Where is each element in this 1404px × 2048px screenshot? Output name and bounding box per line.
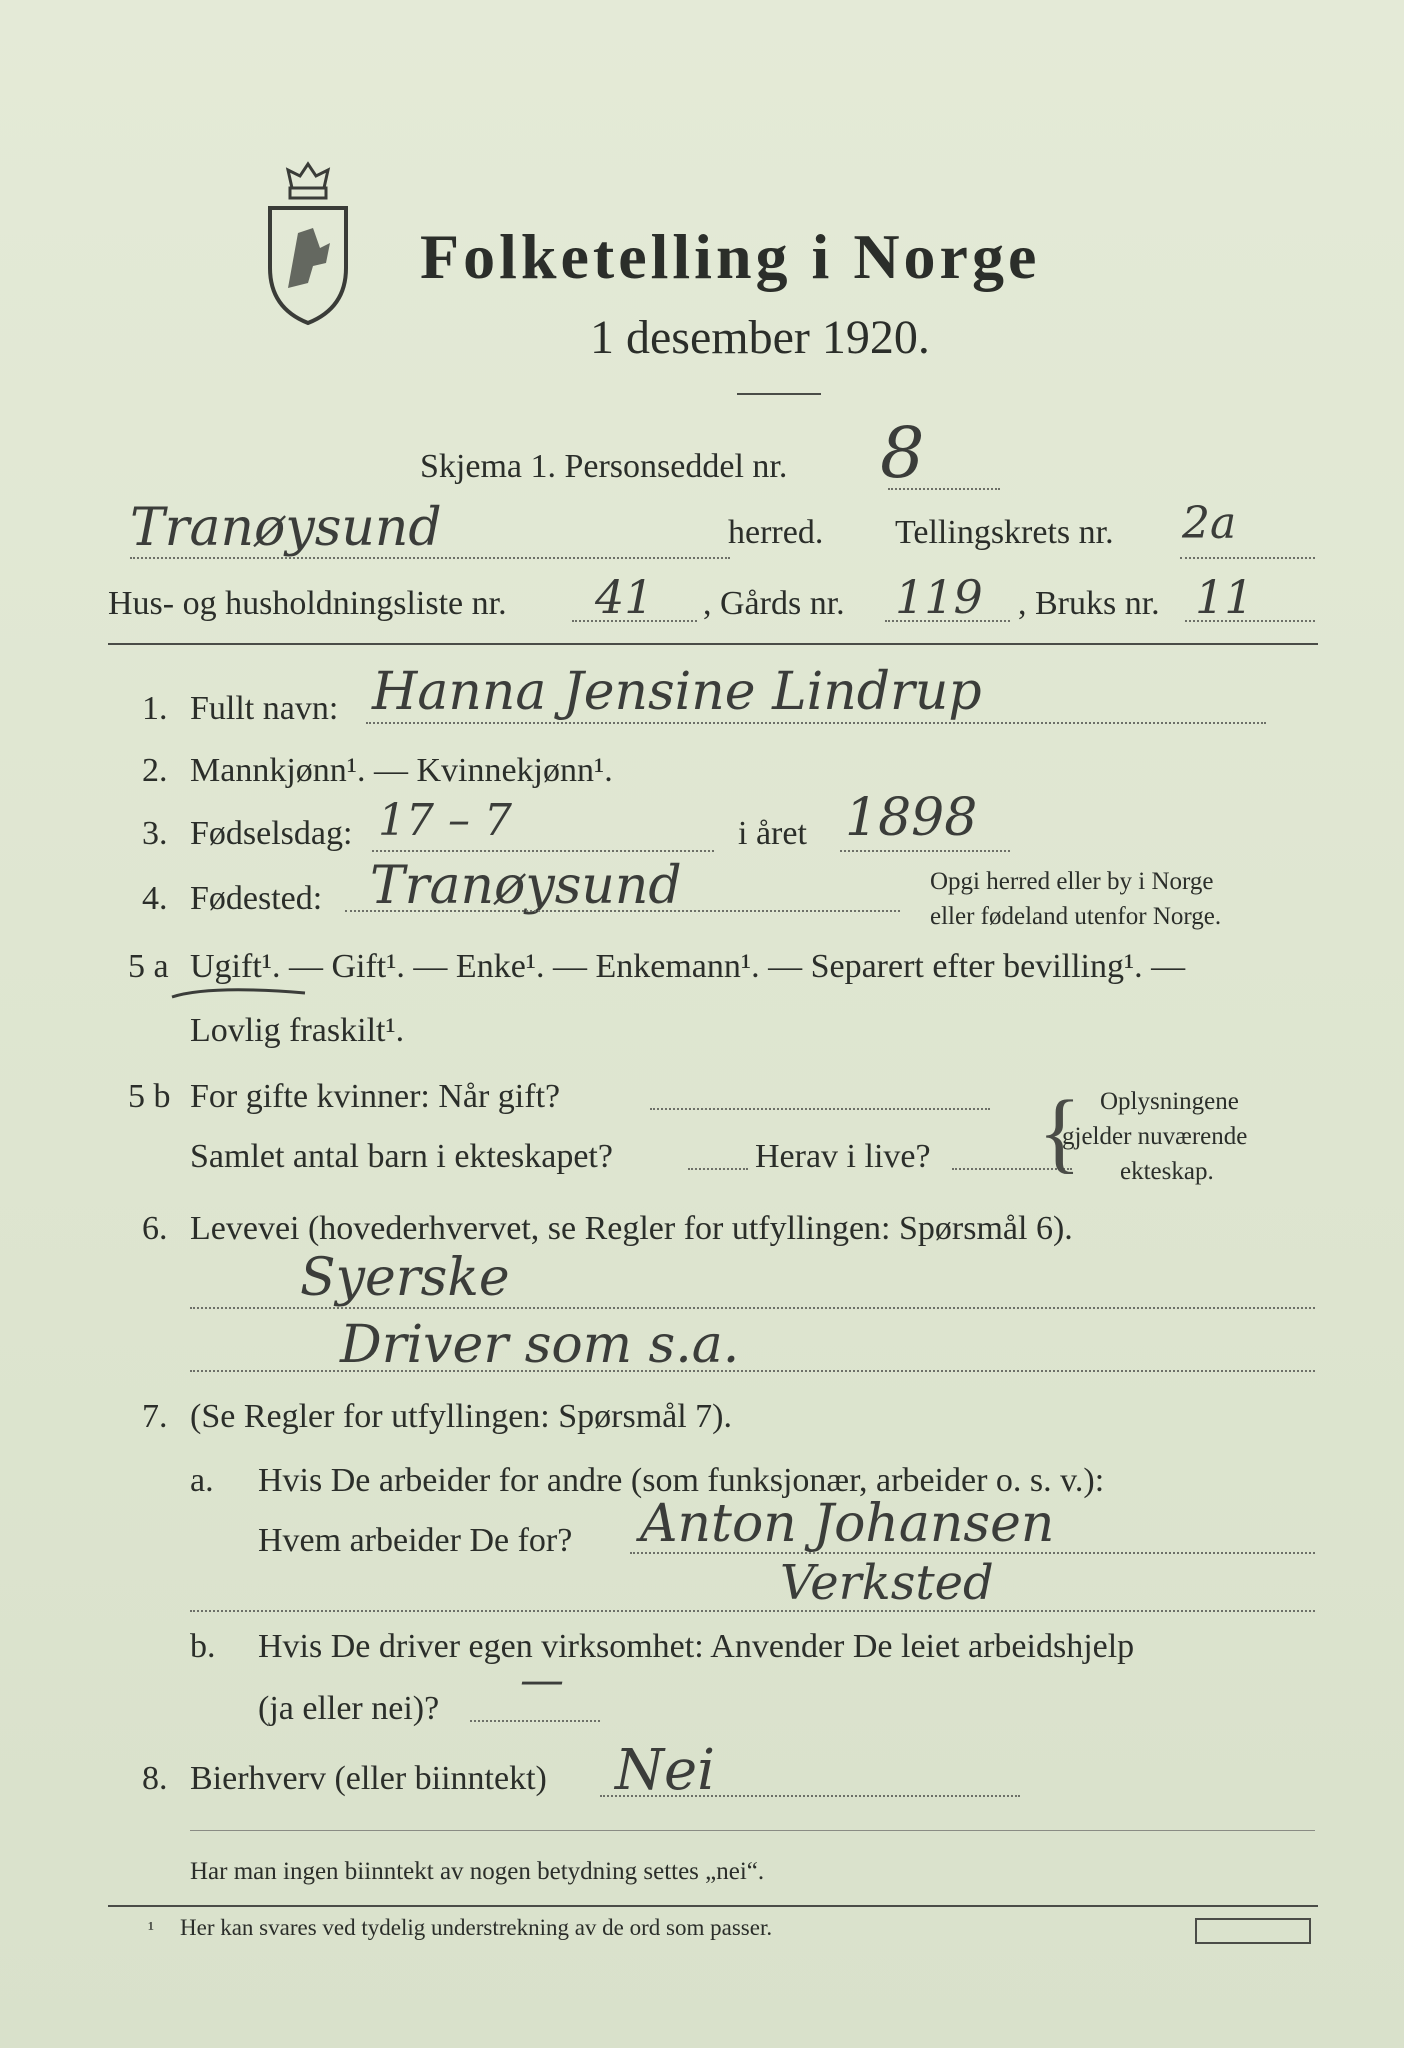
q8-value: Nei [615,1738,716,1803]
printer-stamp [1195,1918,1311,1944]
q4-number: 4. [142,880,168,917]
tellingskrets-label: Tellingskrets nr. [895,514,1114,551]
q1-value: Hanna Jensine Lindrup [372,662,982,722]
gards-label: , Gårds nr. [703,585,845,622]
q7a-dotted-line1 [630,1552,1315,1554]
q6-label: Levevei (hovederhvervet, se Regler for utfyllingen: Spørsmål 6). [190,1210,1073,1247]
q7b-label1: Hvis De driver egen virksomhet: Anvender De leiet arbeidshjelp [258,1628,1135,1665]
q7a-label1: Hvis De arbeider for andre (som funksjonær, arbeider o. s. v.): [258,1462,1105,1499]
footnote-marker: ¹ [148,1918,154,1940]
header-divider [108,643,1318,645]
q7a-value-line1: Anton Johansen [640,1494,1055,1554]
q5b-note-line2: gjelder nuværende [1062,1123,1248,1150]
q6-value-line2: Driver som s.a. [340,1315,740,1375]
q7-number: 7. [142,1398,168,1435]
q7b-label2: (ja eller nei)? [258,1690,440,1727]
herred-label: herred. [728,514,824,551]
herred-dotted-line [130,557,730,559]
q7b-value: — [520,1655,564,1706]
q4-value: Tranøysund [370,856,682,916]
q5b-brace: { [1038,1083,1082,1182]
q7a-dotted-line2 [190,1610,1315,1612]
q5a-label-cont: Lovlig fraskilt¹. [190,1012,405,1049]
q1-dotted-line [366,722,1266,724]
q7a-letter: a. [190,1462,214,1499]
q3-year-dotted-line [840,850,1010,852]
q7b-letter: b. [190,1628,216,1665]
husholdningsliste-dotted-line [572,620,697,622]
q4-dotted-line [345,910,900,912]
q8-number: 8. [142,1760,168,1797]
husholdningsliste-value: 41 [595,570,654,624]
q7a-value-line2: Verksted [780,1555,994,1611]
form-date: 1 desember 1920. [590,311,930,364]
q5b-dotted-line2 [688,1168,748,1170]
gards-dotted-line [885,620,1010,622]
q6-dotted-line1 [190,1307,1315,1309]
q5b-dotted-line1 [650,1108,990,1110]
personseddel-number-value: 8 [880,412,925,494]
q3-day-value: 17 – 7 [378,795,512,846]
husholdningsliste-label: Hus- og husholdningsliste nr. [108,585,507,622]
q1-label: Fullt navn: [190,690,339,727]
q6-value-line1: Syerske [300,1248,510,1308]
schema-label: Skjema 1. Personseddel nr. [420,448,788,485]
q5b-note-line3: ekteskap. [1120,1158,1214,1185]
tellingskrets-dotted-line [1180,557,1315,559]
q4-label: Fødested: [190,880,323,917]
income-note: Har man ingen biinntekt av nogen betydning settes „nei“. [190,1858,765,1885]
title-divider [737,393,821,395]
q7a-label2: Hvem arbeider De for? [258,1522,573,1559]
q8-label: Bierhverv (eller biinntekt) [190,1760,547,1797]
q8-dotted-line [600,1795,1020,1797]
q7b-dotted-line [470,1720,600,1722]
q3-year-label: i året [738,815,807,852]
form-title: Folketelling i Norge [420,221,1041,292]
q1-number: 1. [142,690,168,727]
q4-note-line1: Opgi herred eller by i Norge [930,868,1214,895]
bruks-value: 11 [1195,570,1254,624]
q3-number: 3. [142,815,168,852]
bruks-dotted-line [1185,620,1315,622]
bruks-label: , Bruks nr. [1018,585,1160,622]
q7-label: (Se Regler for utfyllingen: Spørsmål 7). [190,1398,733,1435]
q5b-label1: For gifte kvinner: Når gift? [190,1078,561,1115]
footer-divider [108,1905,1318,1907]
personseddel-dotted-line [888,488,1000,490]
q4-note-line2: eller fødeland utenfor Norge. [930,903,1222,930]
q6-dotted-line2 [190,1370,1315,1372]
q6-number: 6. [142,1210,168,1247]
gards-value: 119 [895,570,983,624]
q5b-note-line1: Oplysningene [1100,1088,1239,1115]
footnote-text: Her kan svares ved tydelig understrekning av de ord som passer. [180,1915,773,1940]
tellingskrets-value: 2a [1182,498,1237,549]
q8-rule [190,1830,1315,1831]
q2-number: 2. [142,752,168,789]
herred-value: Tranøysund [130,498,442,558]
q5a-underline-mark [170,983,310,1003]
q5a-number: 5 a [128,948,169,985]
q5a-label: Ugift¹. — Gift¹. — Enke¹. — Enkemann¹. — Separert efter bevilling¹. — [190,948,1186,985]
norway-coat-of-arms-icon [258,158,358,328]
q5b-label3: Herav i live? [755,1138,931,1175]
q3-year-value: 1898 [845,788,978,848]
q5b-number: 5 b [128,1078,171,1115]
q3-day-dotted-line [372,850,714,852]
q2-label: Mannkjønn¹. — Kvinnekjønn¹. [190,752,613,789]
q5b-label2: Samlet antal barn i ekteskapet? [190,1138,613,1175]
q3-label: Fødselsdag: [190,815,353,852]
